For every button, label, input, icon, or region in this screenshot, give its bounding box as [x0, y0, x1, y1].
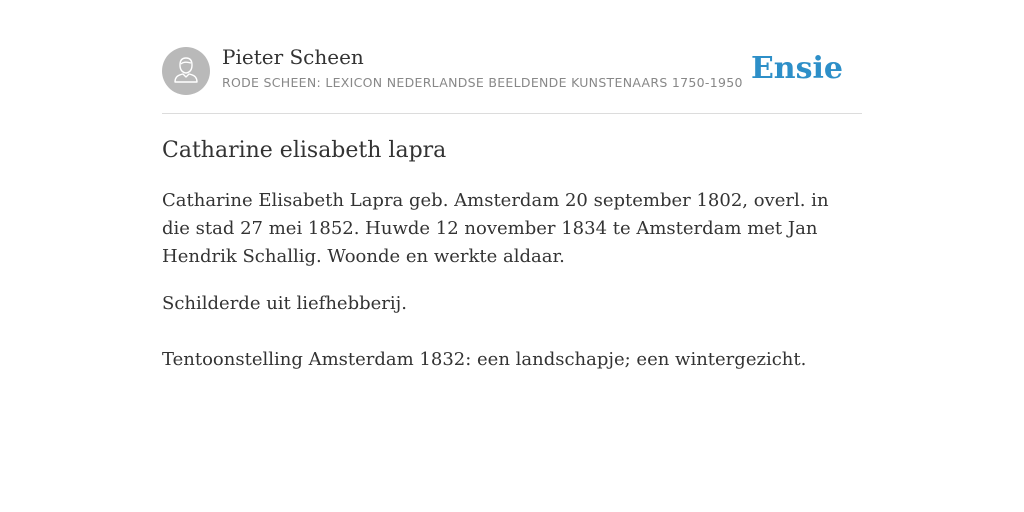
- article-card: [162, 40, 862, 374]
- article-title: Catharine elisabeth lapra: [162, 138, 447, 163]
- author-avatar[interactable]: [162, 47, 210, 95]
- article-paragraph-exhibition: Tentoonstelling Amsterdam 1832: een landschapje; een wintergezicht.: [162, 349, 807, 370]
- article-paragraph-biography: Catharine Elisabeth Lapra geb. Amsterdam 20 september 1802, overl. in die stad 27 mei 1852. Huwde 12 november 1834 te Amsterdam met Jan Hendrik Schallig. Woonde en werkte aldaar.: [162, 190, 829, 267]
- ensie-logo[interactable]: Ensie: [750, 51, 843, 86]
- article-header: [162, 40, 862, 114]
- source-title[interactable]: RODE SCHEEN: LEXICON NEDERLANDSE BEELDENDE KUNSTENAARS 1750-1950: [222, 75, 743, 90]
- author-name[interactable]: Pieter Scheen: [222, 45, 364, 69]
- article-paragraph-activity: Schilderde uit liefhebberij.: [162, 293, 407, 314]
- user-silhouette-icon: [162, 47, 210, 95]
